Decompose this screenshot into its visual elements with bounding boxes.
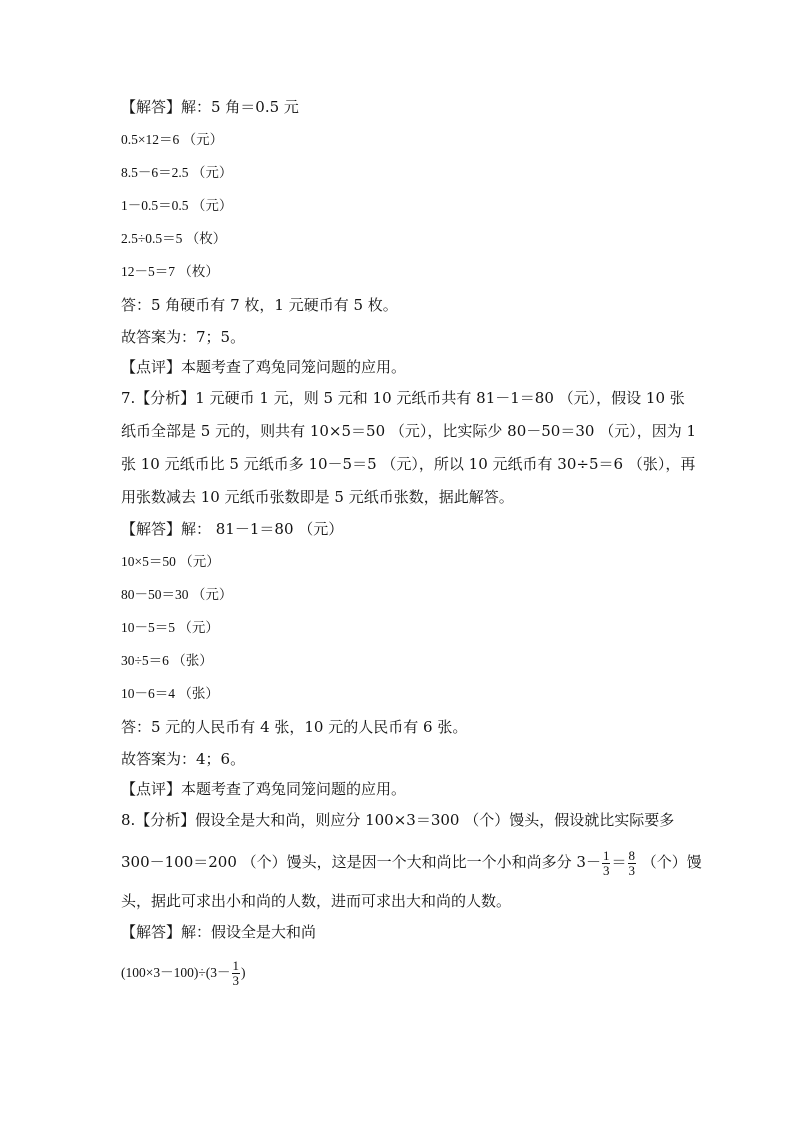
s7-analysis-line-1: 7.【分析】1 元硬币 1 元，则 5 元和 10 元纸币共有 81－1＝80 （元），假设 10 张 (121, 389, 685, 407)
s6-answer: 答：5 角硬币有 7 枚，1 元硬币有 5 枚。 (121, 296, 398, 314)
s8-analysis-line-2: 300－100＝200 （个）馒头，这是因一个大和尚比一个小和尚多分 3－ $\frac{1}{3}$ ＝ $\frac{8}{3}$ （个）馒 (121, 847, 702, 878)
s8-analysis-line-1: 8.【分析】假设全是大和尚，则应分 100×3＝300 （个）馒头，假设就比实际要多 (121, 811, 675, 829)
s7-equation-1: 10×5＝50 （元） (121, 554, 220, 569)
s6-equation-4: 2.5÷0.5＝5 （枚） (121, 231, 227, 246)
s8-analysis-line-2-text: 300－100＝200 （个）馒头，这是因一个大和尚比一个小和尚多分 3－ (121, 853, 601, 871)
s7-equation-5: 10－6＝4 （张） (121, 686, 219, 701)
s6-equation-3: 1－0.5＝0.5 （元） (121, 198, 233, 213)
s7-analysis-line-2: 纸币全部是 5 元的，则共有 10×5＝50 （元），比实际少 80－50＝30 （元），因为 1 (121, 422, 697, 440)
s6-comment: 【点评】本题考查了鸡兔同笼问题的应用。 (121, 358, 407, 376)
s7-equation-3: 10－5＝5 （元） (121, 620, 219, 635)
s6-solution-heading: 【解答】解：5 角＝0.5 元 (121, 98, 299, 116)
s6-equation-2: 8.5－6＝2.5 （元） (121, 165, 233, 180)
s6-equation-5: 12－5＝7 （枚） (121, 264, 219, 279)
s6-equation-1: 0.5×12＝6 （元） (121, 132, 224, 147)
s7-equation-4: 30÷5＝6 （张） (121, 653, 213, 668)
s7-solution-heading: 【解答】解： 81－1＝80 （元） (121, 520, 344, 538)
s7-analysis-line-4: 用张数减去 10 元纸币张数即是 5 元纸币张数，据此解答。 (121, 488, 514, 506)
s8-solution-heading: 【解答】解：假设全是大和尚 (121, 923, 317, 941)
s7-comment: 【点评】本题考查了鸡兔同笼问题的应用。 (121, 780, 407, 798)
s6-final-answer: 故答案为：7；5。 (121, 328, 246, 346)
s7-final-answer: 故答案为：4；6。 (121, 750, 246, 768)
s7-equation-2: 80－50＝30 （元） (121, 587, 233, 602)
fraction-eight-thirds: $\frac{8}{3}$ (628, 847, 635, 878)
s8-expression: (100×3－100)÷(3－ $\frac{1}{3}$ ) (121, 958, 246, 989)
s7-answer: 答：5 元的人民币有 4 张，10 元的人民币有 6 张。 (121, 718, 468, 736)
fraction-one-third-b: $\frac{1}{3}$ (232, 958, 240, 989)
s8-analysis-line-3: 头，据此可求出小和尚的人数，进而可求出大和尚的人数。 (121, 892, 512, 910)
s7-analysis-line-3: 张 10 元纸币比 5 元纸币多 10－5＝5 （元），所以 10 元纸币有 30÷5＝6 （张），再 (121, 455, 696, 473)
fraction-one-third: $\frac{1}{3}$ (602, 847, 610, 878)
